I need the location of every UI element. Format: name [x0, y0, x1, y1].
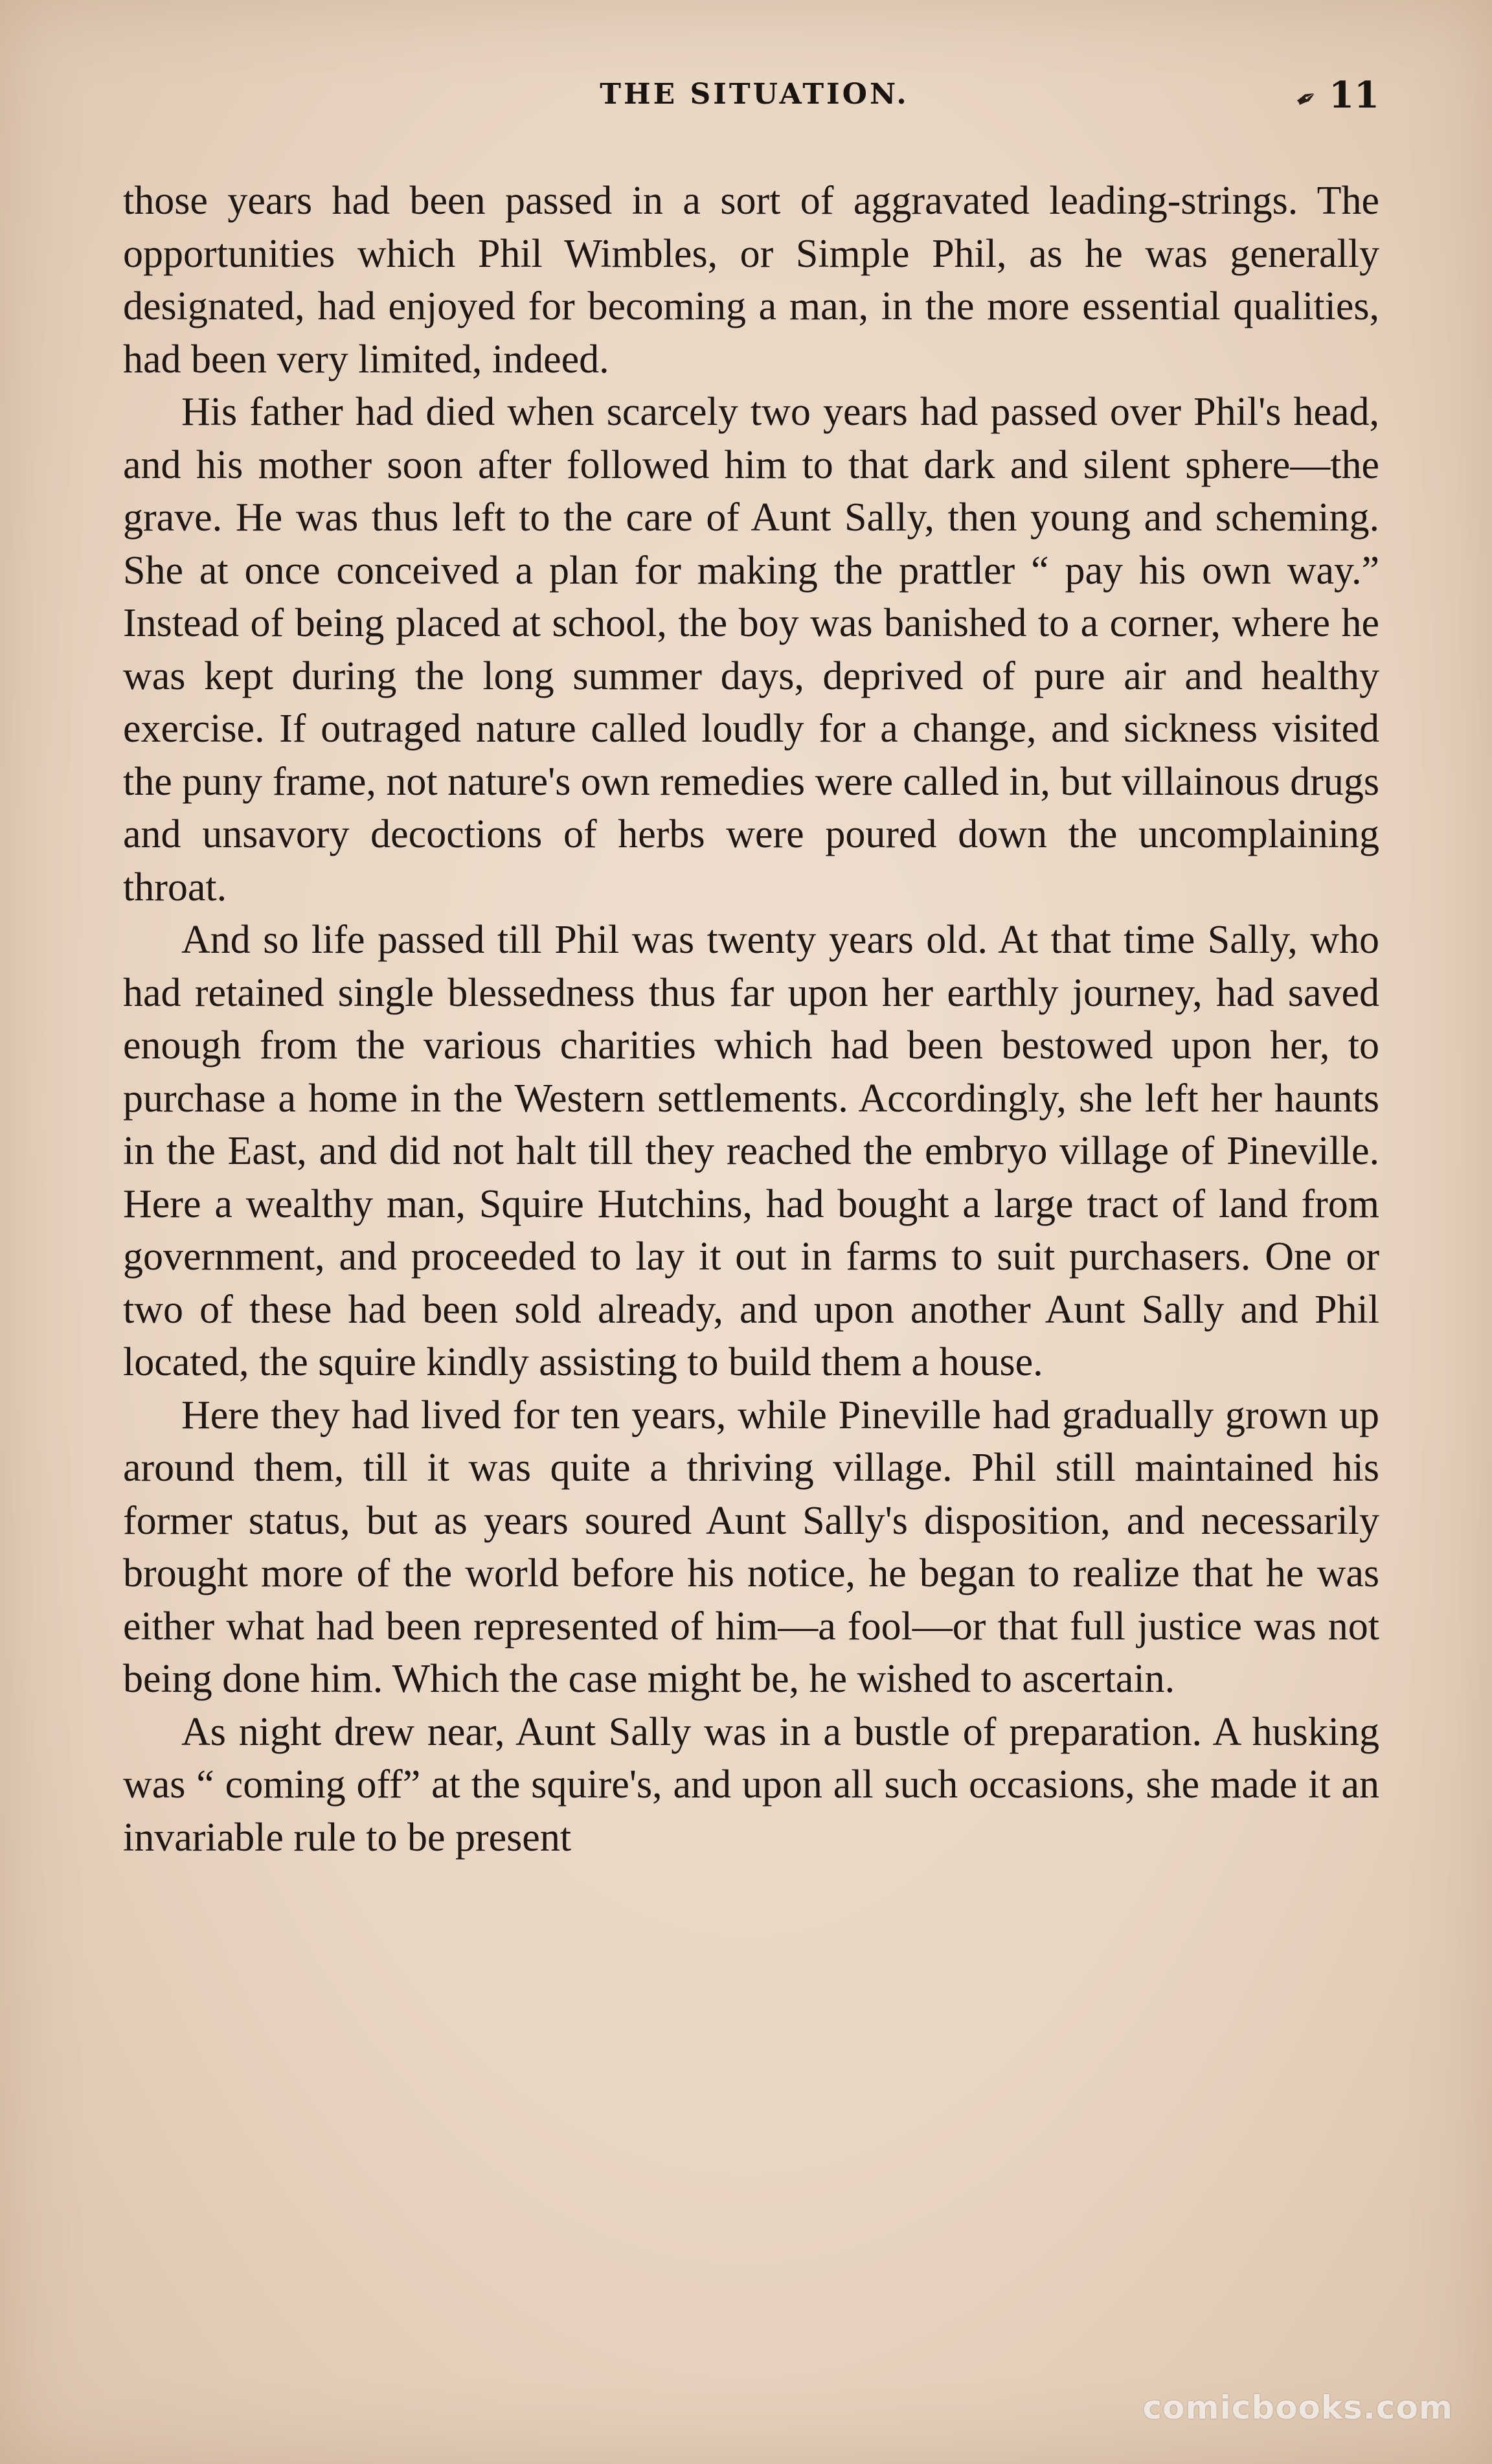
ink-mark-icon: ✒: [1290, 80, 1324, 118]
paragraph-1: those years had been passed in a sort of aggravated leading-strings. The opportunities which Phil Wimbles, or Simple Phil, as he was generally designated, had enjoyed for becoming a man, in the more essential qualities, had been very limited, indeed.: [123, 179, 1379, 382]
page-header: [123, 74, 1386, 130]
page-number: 11: [1329, 74, 1379, 117]
running-head: THE SITUATION.: [600, 78, 909, 111]
paragraph-4: Here they had lived for ten years, while Pineville had gradually grown up around them, till it was quite a thriving village. Phil still maintained his former status, but as years soured Aunt Sally's disposition, and necessarily brought more of the world before his notice, he began to realize that he was either what had been represented of him—a fool—or that full justice was not being done him. Which the case might be, he wished to ascertain.: [123, 1393, 1379, 1701]
body-text: [123, 175, 1379, 1864]
paragraph-3: And so life passed till Phil was twenty years old. At that time Sally, who had retained single blessedness thus far upon her earthly journey, had saved enough from the various charities which had been bestowed upon her, to purchase a home in the Western settlements. Accordingly, she left her haunts in the East, and did not halt till they reached the embryo village of Pineville. Here a wealthy man, Squire Hutchins, had bought a large tract of land from government, and proceeded to lay it out in farms to suit purchasers. One or two of these had been sold already, and upon another Aunt Sally and Phil located, the squire kindly assisting to build them a house.: [123, 918, 1379, 1384]
site-watermark: comicbooks.com: [1142, 2389, 1453, 2426]
paragraph-2: His father had died when scarcely two years had passed over Phil's head, and his mother soon after followed him to that dark and silent sphere—the grave. He was thus left to the care of Aunt Sally, then young and scheming. She at once conceived a plan for making the prattler “ pay his own way.” Instead of being placed at school, the boy was banished to a corner, where he was kept during the long summer days, deprived of pure air and healthy exercise. If outraged nature called loudly for a change, and sickness visited the puny frame, not nature's own remedies were called in, but villainous drugs and unsavory decoctions of herbs were poured down the uncomplaining throat.: [123, 390, 1379, 909]
paragraph-5: As night drew near, Aunt Sally was in a bustle of preparation. A husking was “ coming off” at the squire's, and upon all such occasions, she made it an invariable rule to be present: [123, 1709, 1379, 1860]
